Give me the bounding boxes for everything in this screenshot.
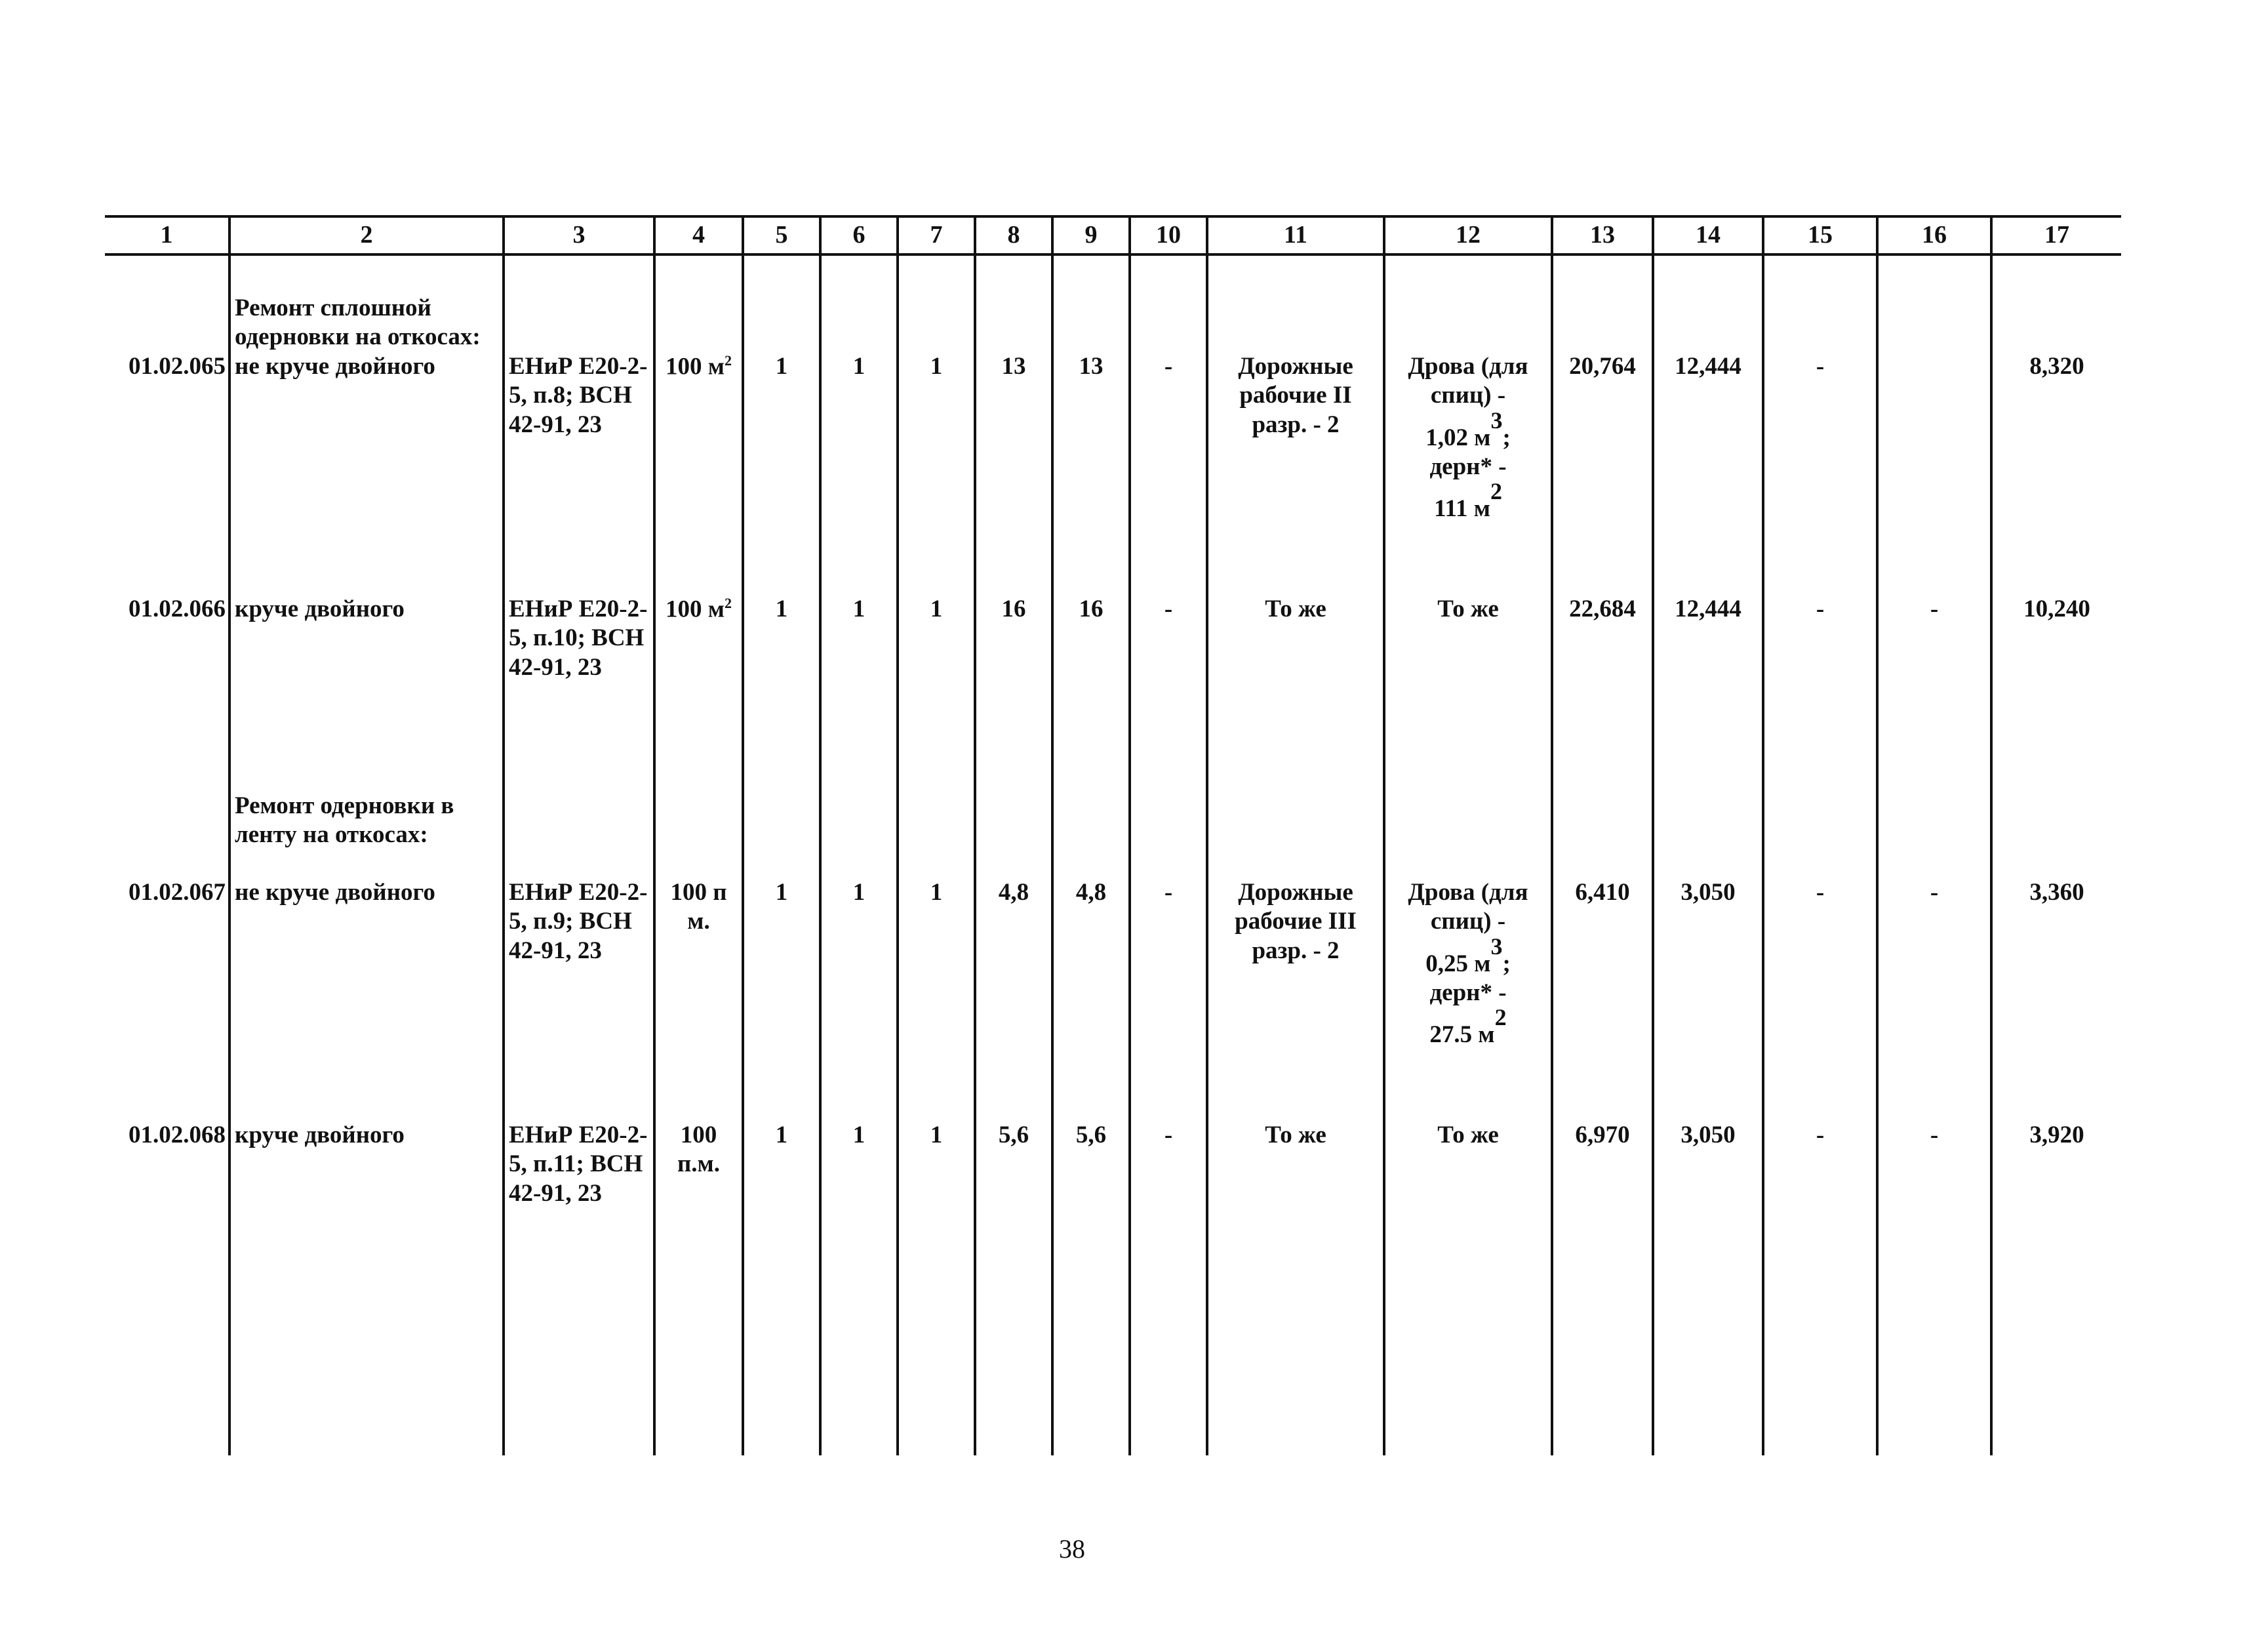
cell-8: 13 xyxy=(975,352,1052,595)
table-row xyxy=(105,352,2121,595)
row-name: круче двойного xyxy=(229,1121,504,1455)
norms-table xyxy=(105,215,2121,1455)
row-materials: То же xyxy=(1384,1121,1552,1455)
col-header-15: 15 xyxy=(1763,216,1877,254)
row-unit: 100 п м. xyxy=(654,878,743,1121)
cell-10: - xyxy=(1130,352,1207,595)
cell-10: - xyxy=(1130,595,1207,792)
row-workers: То же xyxy=(1207,595,1384,792)
row-reference: ЕНиР Е20-2-5, п.8; ВСН 42-91, 23 xyxy=(504,352,654,595)
cell-7: 1 xyxy=(898,352,975,595)
section-title: Ремонт одерновки в ленту на откосах: xyxy=(229,792,504,878)
cell-9: 16 xyxy=(1052,595,1130,792)
row-workers: Дорожные рабочие III разр. - 2 xyxy=(1207,878,1384,1121)
row-unit: 100 п.м. xyxy=(654,1121,743,1455)
row-reference: ЕНиР Е20-2-5, п.10; ВСН 42-91, 23 xyxy=(504,595,654,792)
cell-10: - xyxy=(1130,878,1207,1121)
cell-8: 5,6 xyxy=(975,1121,1052,1455)
row-code: 01.02.066 xyxy=(105,595,229,792)
cell-13: 22,684 xyxy=(1552,595,1653,792)
cell-14: 3,050 xyxy=(1653,878,1763,1121)
material-line: Дрова (для спиц) - xyxy=(1408,352,1528,409)
volume-tail: ; xyxy=(1502,950,1511,977)
row-materials xyxy=(1384,878,1552,1121)
cell-7: 1 xyxy=(898,878,975,1121)
cell-14: 12,444 xyxy=(1653,352,1763,595)
cell-17: 10,240 xyxy=(1991,595,2121,792)
col-header-11: 11 xyxy=(1207,216,1384,254)
cell-9: 5,6 xyxy=(1052,1121,1130,1455)
col-header-7: 7 xyxy=(898,216,975,254)
table-row xyxy=(105,595,2121,792)
volume-text: 111 м xyxy=(1434,495,1490,523)
row-workers: То же xyxy=(1207,1121,1384,1455)
unit-text: 100 м xyxy=(666,596,725,623)
volume-superscript: 2 xyxy=(1494,1004,1507,1031)
col-header-8: 8 xyxy=(975,216,1052,254)
col-header-9: 9 xyxy=(1052,216,1130,254)
cell-16: - xyxy=(1877,1121,1991,1455)
col-header-1: 1 xyxy=(105,216,229,254)
cell-5: 1 xyxy=(743,878,820,1121)
cell-16 xyxy=(1877,352,1991,595)
material-volume xyxy=(1389,407,1547,453)
col-header-14: 14 xyxy=(1653,216,1763,254)
volume-text: 0,25 м xyxy=(1425,950,1491,977)
cell-9: 4,8 xyxy=(1052,878,1130,1121)
row-code: 01.02.065 xyxy=(105,352,229,595)
material-volume xyxy=(1389,933,1547,979)
row-code: 01.02.068 xyxy=(105,1121,229,1455)
cell-8: 4,8 xyxy=(975,878,1052,1121)
material-volume xyxy=(1389,1004,1547,1049)
col-header-17: 17 xyxy=(1991,216,2121,254)
col-header-10: 10 xyxy=(1130,216,1207,254)
volume-text: 27.5 м xyxy=(1429,1021,1495,1049)
cell-6: 1 xyxy=(820,1121,898,1455)
col-header-2: 2 xyxy=(229,216,504,254)
col-header-5: 5 xyxy=(743,216,820,254)
row-workers: Дорожные рабочие II разр. - 2 xyxy=(1207,352,1384,595)
cell-14: 12,444 xyxy=(1653,595,1763,792)
col-header-6: 6 xyxy=(820,216,898,254)
material-volume xyxy=(1389,478,1547,523)
cell-17: 8,320 xyxy=(1991,352,2121,595)
header-row xyxy=(105,216,2121,254)
row-reference: ЕНиР Е20-2-5, п.9; ВСН 42-91, 23 xyxy=(504,878,654,1121)
cell-13: 6,410 xyxy=(1552,878,1653,1121)
cell-6: 1 xyxy=(820,595,898,792)
volume-superscript: 3 xyxy=(1490,407,1503,434)
volume-superscript: 2 xyxy=(1490,478,1502,505)
row-name: не круче двойного xyxy=(229,352,504,595)
volume-superscript: 3 xyxy=(1490,933,1503,960)
volume-text: 1,02 м xyxy=(1425,424,1491,451)
row-unit xyxy=(654,352,743,595)
row-name: не круче двойного xyxy=(229,878,504,1121)
cell-17: 3,360 xyxy=(1991,878,2121,1121)
cell-15: - xyxy=(1763,878,1877,1121)
cell-15: - xyxy=(1763,1121,1877,1455)
section-title: Ремонт сплошной одерновки на откосах: xyxy=(229,254,504,352)
cell-10: - xyxy=(1130,1121,1207,1455)
unit-superscript: 2 xyxy=(724,352,732,369)
cell-7: 1 xyxy=(898,595,975,792)
cell-15: - xyxy=(1763,352,1877,595)
col-header-4: 4 xyxy=(654,216,743,254)
page-number: 38 xyxy=(1059,1534,1085,1564)
row-code: 01.02.067 xyxy=(105,878,229,1121)
cell-5: 1 xyxy=(743,595,820,792)
row-reference: ЕНиР Е20-2-5, п.11; ВСН 42-91, 23 xyxy=(504,1121,654,1455)
unit-superscript: 2 xyxy=(724,594,732,611)
cell-13: 20,764 xyxy=(1552,352,1653,595)
cell-8: 16 xyxy=(975,595,1052,792)
volume-tail: ; xyxy=(1502,424,1511,451)
cell-16: - xyxy=(1877,878,1991,1121)
material-line: дерн* - xyxy=(1429,979,1507,1006)
cell-13: 6,970 xyxy=(1552,1121,1653,1455)
col-header-12: 12 xyxy=(1384,216,1552,254)
cell-5: 1 xyxy=(743,352,820,595)
material-line: Дрова (для спиц) - xyxy=(1408,878,1528,935)
unit-text: 100 м xyxy=(666,353,725,380)
material-line: дерн* - xyxy=(1429,453,1507,480)
col-header-16: 16 xyxy=(1877,216,1991,254)
row-materials xyxy=(1384,352,1552,595)
cell-9: 13 xyxy=(1052,352,1130,595)
cell-6: 1 xyxy=(820,878,898,1121)
col-header-13: 13 xyxy=(1552,216,1653,254)
cell-6: 1 xyxy=(820,352,898,595)
row-unit xyxy=(654,595,743,792)
table-row xyxy=(105,1121,2121,1455)
row-name: круче двойного xyxy=(229,595,504,792)
cell-15: - xyxy=(1763,595,1877,792)
row-materials: То же xyxy=(1384,595,1552,792)
cell-14: 3,050 xyxy=(1653,1121,1763,1455)
cell-5: 1 xyxy=(743,1121,820,1455)
cell-17: 3,920 xyxy=(1991,1121,2121,1455)
cell-16: - xyxy=(1877,595,1991,792)
section-title-row xyxy=(105,254,2121,352)
section-title-row xyxy=(105,792,2121,878)
col-header-3: 3 xyxy=(504,216,654,254)
table-row xyxy=(105,878,2121,1121)
cell-7: 1 xyxy=(898,1121,975,1455)
